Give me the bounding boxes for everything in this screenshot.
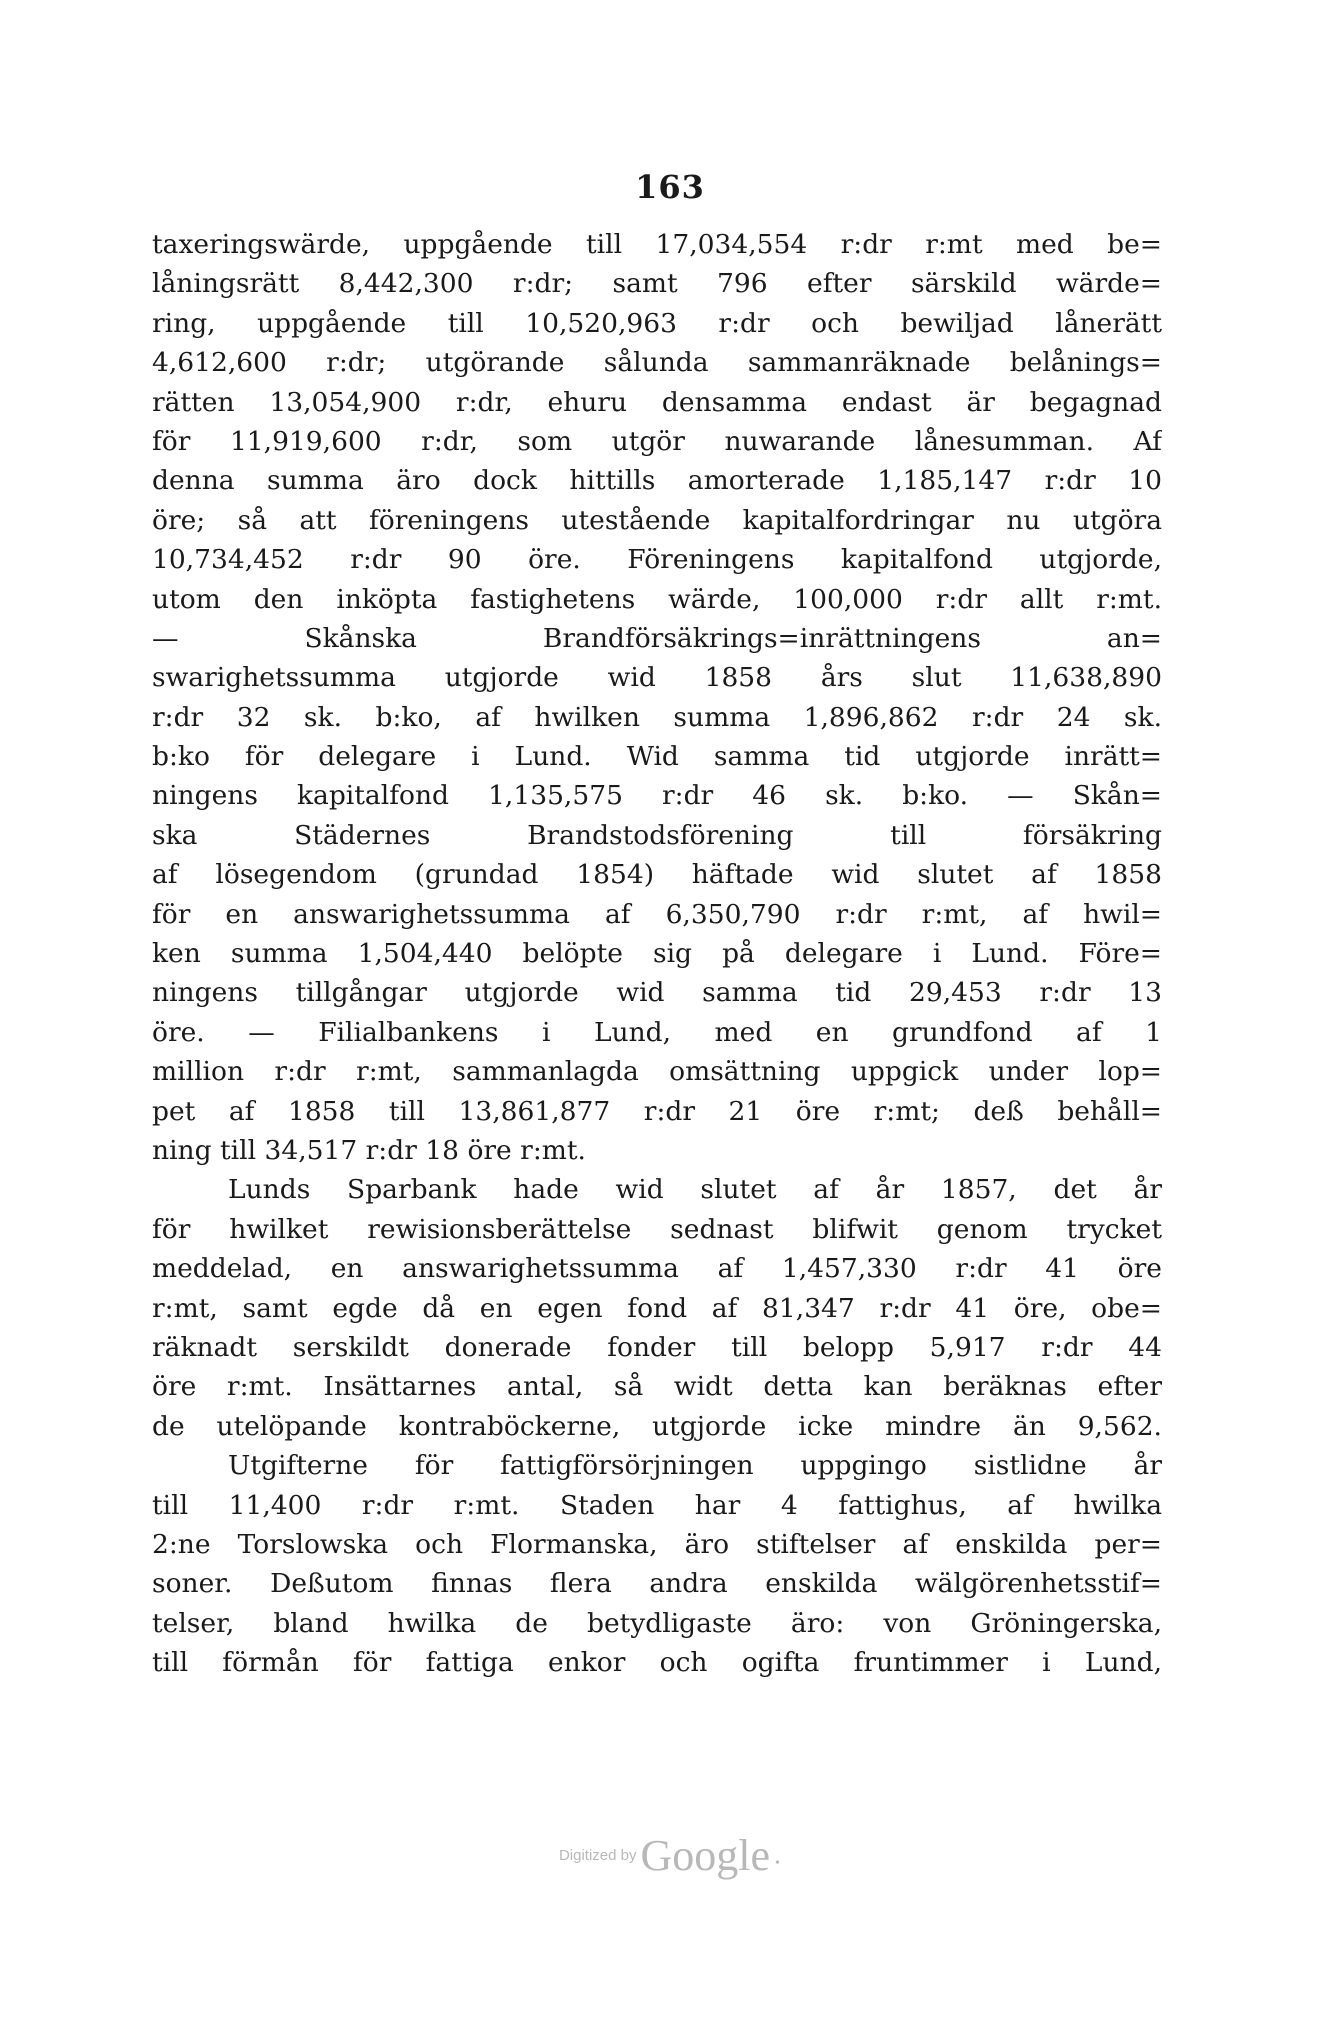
google-logo: Google [640,1831,771,1880]
text-line-35: soner. Deßutom finnas flera andra enskilda wälgörenhetsstif= [152,1568,1162,1600]
text-line-22: million r:dr r:mt, sammanlagda omsättning uppgick under lop= [152,1056,1162,1088]
body-text [152,225,1162,1682]
text-line-10: utom den inköpta fastighetens wärde, 100,000 r:dr allt r:mt. [152,583,1162,615]
text-line-31: de utelöpande kontraböckerne, utgjorde icke mindre än 9,562. [152,1410,1162,1442]
text-line-16: ska Städernes Brandstodsförening till försäkring [152,819,1162,851]
text-line-9: 10,734,452 r:dr 90 öre. Föreningens kapitalfond utgjorde, [152,544,1162,576]
text-line-8: öre; så att föreningens utestående kapitalfordringar nu utgöra [152,504,1162,536]
text-line-17: af lösegendom (grundad 1854) häftade wid slutet af 1858 [152,859,1162,891]
text-line-4: 4,612,600 r:dr; utgörande sålunda sammanräknade belånings= [152,347,1162,379]
text-line-13: r:dr 32 sk. b:ko, af hwilken summa 1,896,862 r:dr 24 sk. [152,701,1162,733]
text-line-25: Lunds Sparbank hade wid slutet af år 1857, det år [228,1174,1162,1206]
text-line-33: till 11,400 r:dr r:mt. Staden har 4 fattighus, af hwilka [152,1489,1162,1521]
text-line-37: till förmån för fattiga enkor och ogifta fruntimmer i Lund, [152,1647,1162,1679]
text-line-36: telser, bland hwilka de betydligaste äro: von Gröningerska, [152,1607,1162,1639]
text-line-11: — Skånska Brandförsäkrings=inrättningens an= [152,622,1162,654]
text-line-24: ning till 34,517 r:dr 18 öre r:mt. [152,1134,586,1166]
digitized-by-label: Digitized by [558,1847,637,1864]
text-line-6: för 11,919,600 r:dr, som utgör nuwarande lånesumman. Af [152,425,1162,457]
text-line-1: taxeringswärde, uppgående till 17,034,554 r:dr r:mt med be= [152,229,1162,260]
text-line-32: Utgifterne för fattigförsörjningen uppgingo sistlidne år [228,1450,1162,1482]
text-line-3: ring, uppgående till 10,520,963 r:dr och bewiljad lånerätt [152,307,1162,339]
text-line-15: ningens kapitalfond 1,135,575 r:dr 46 sk. b:ko. — Skån= [152,780,1162,812]
text-line-12: swarighetssumma utgjorde wid 1858 års slut 11,638,890 [152,662,1162,694]
text-line-19: ken summa 1,504,440 belöpte sig på delegare i Lund. Före= [152,938,1162,970]
text-line-27: meddelad, en answarighetssumma af 1,457,330 r:dr 41 öre [152,1253,1162,1285]
page-number: 163 [635,168,705,206]
text-line-23: pet af 1858 till 13,861,877 r:dr 21 öre r:mt; deß behåll= [152,1095,1162,1127]
text-line-2: låningsrätt 8,442,300 r:dr; samt 796 efter särskild wärde= [152,268,1162,300]
text-line-30: öre r:mt. Insättarnes antal, så widt detta kan beräknas efter [152,1371,1162,1403]
text-line-5: rätten 13,054,900 r:dr, ehuru densamma endast är begagnad [152,386,1162,418]
text-line-26: för hwilket rewisionsberättelse sednast blifwit genom trycket [152,1213,1162,1245]
text-line-34: 2:ne Torslowska och Flormanska, äro stiftelser af enskilda per= [152,1528,1162,1560]
watermark-dot: . [774,1839,782,1871]
text-line-7: denna summa äro dock hittills amorterade 1,185,147 r:dr 10 [152,465,1162,497]
text-line-28: r:mt, samt egde då en egen fond af 81,347 r:dr 41 öre, obe= [152,1292,1162,1324]
text-line-20: ningens tillgångar utgjorde wid samma tid 29,453 r:dr 13 [152,977,1162,1009]
digitized-watermark [0,1830,1340,1881]
text-line-21: öre. — Filialbankens i Lund, med en grundfond af 1 [152,1016,1162,1048]
text-line-29: räknadt serskildt donerade fonder till belopp 5,917 r:dr 44 [152,1331,1162,1363]
text-line-14: b:ko för delegare i Lund. Wid samma tid utgjorde inrätt= [152,741,1162,773]
text-line-18: för en answarighetssumma af 6,350,790 r:dr r:mt, af hwil= [152,898,1162,930]
